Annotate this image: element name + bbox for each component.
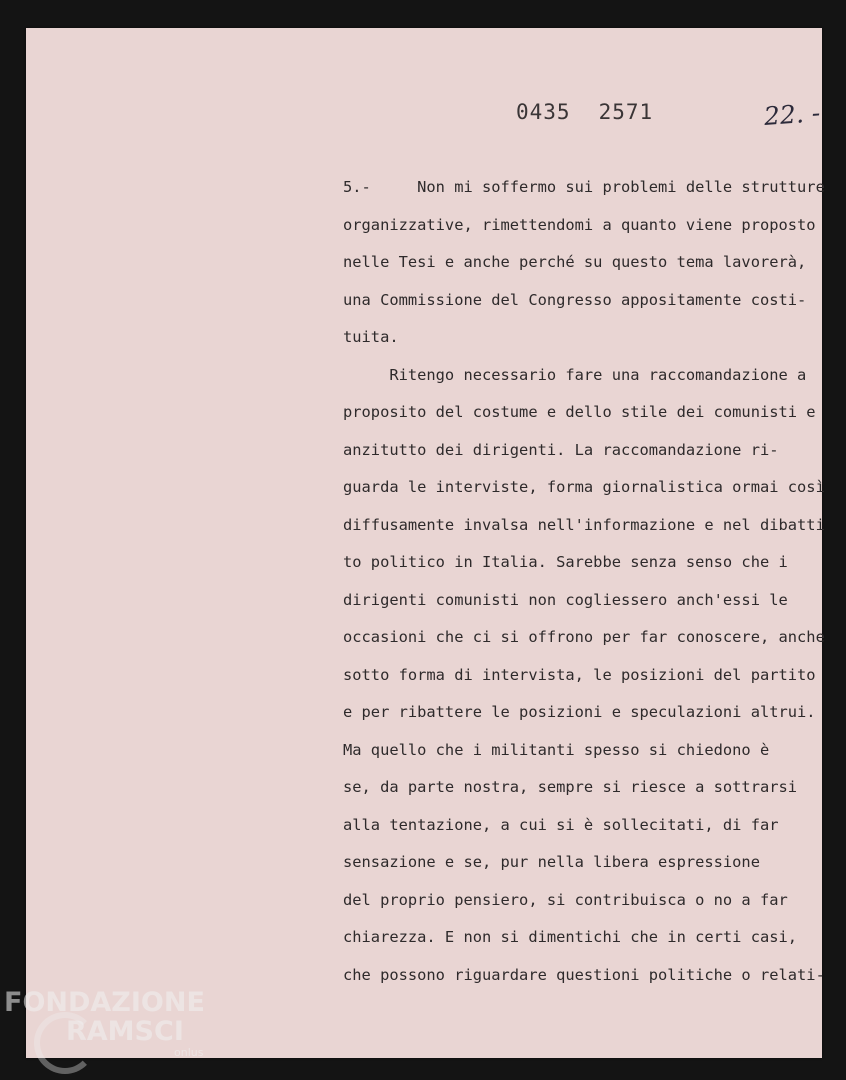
text-line: se, da parte nostra, sempre si riesce a sottrarsi xyxy=(343,778,798,796)
text-line: diffusamente invalsa nell'informazione e nel dibatti xyxy=(343,515,825,534)
text-line: tuita. xyxy=(343,328,399,346)
text-line: e per ribattere le posizioni e speculazioni altrui. xyxy=(343,703,816,721)
text-line: proposito del costume e dello stile dei comunisti e xyxy=(343,403,816,421)
archive-numbers xyxy=(516,100,653,124)
watermark-line2: RAMSCI xyxy=(66,1016,184,1047)
typewritten-text xyxy=(343,174,846,999)
text-line: del proprio pensiero, si contribuisca o no a far xyxy=(343,890,788,909)
text-line: sotto forma di intervista, le posizioni del partito xyxy=(343,665,816,684)
text-line: dirigenti comunisti non cogliessero anch'essi le xyxy=(343,590,788,609)
text-line: una Commissione del Congresso appositamente costi- xyxy=(343,290,807,309)
text-line: guarda le interviste, forma giornalistica ormai così xyxy=(343,478,825,496)
gramsci-logo-icon xyxy=(34,1012,96,1074)
text-line: anzitutto dei dirigenti. La raccomandazione ri- xyxy=(343,440,779,459)
text-line: organizzative, rimettendomi a quanto viene proposto xyxy=(343,215,816,234)
text-line: to politico in Italia. Sarebbe senza senso che i xyxy=(343,553,788,571)
text-line: occasioni che ci si offrono per far conoscere, anche xyxy=(343,628,825,646)
text-line: Ma quello che i militanti spesso si chiedono è xyxy=(343,740,770,759)
text-line: chiarezza. E non si dimentichi che in certi casi, xyxy=(343,928,798,946)
text-line: 5.- Non mi soffermo sui problemi delle strutture xyxy=(343,178,825,196)
watermark-line1: FONDAZIONE xyxy=(4,987,205,1018)
text-line: nelle Tesi e anche perché su questo tema lavorerà, xyxy=(343,253,807,271)
archive-number-b: 2571 xyxy=(598,100,654,124)
handwritten-page-number: 22. - xyxy=(763,98,822,131)
text-line: che possono riguardare questioni politiche o relati- xyxy=(343,965,825,984)
text-line: sensazione e se, pur nella libera espressione xyxy=(343,853,760,871)
archive-number-a: 0435 xyxy=(516,100,571,124)
document-page xyxy=(26,28,825,1058)
text-line: alla tentazione, a cui si è sollecitati, di far xyxy=(343,815,779,834)
fondazione-gramsci-watermark xyxy=(4,987,205,1059)
text-line: Ritengo necessario fare una raccomandazione a xyxy=(343,365,807,384)
watermark-small: onlus xyxy=(174,1046,204,1059)
